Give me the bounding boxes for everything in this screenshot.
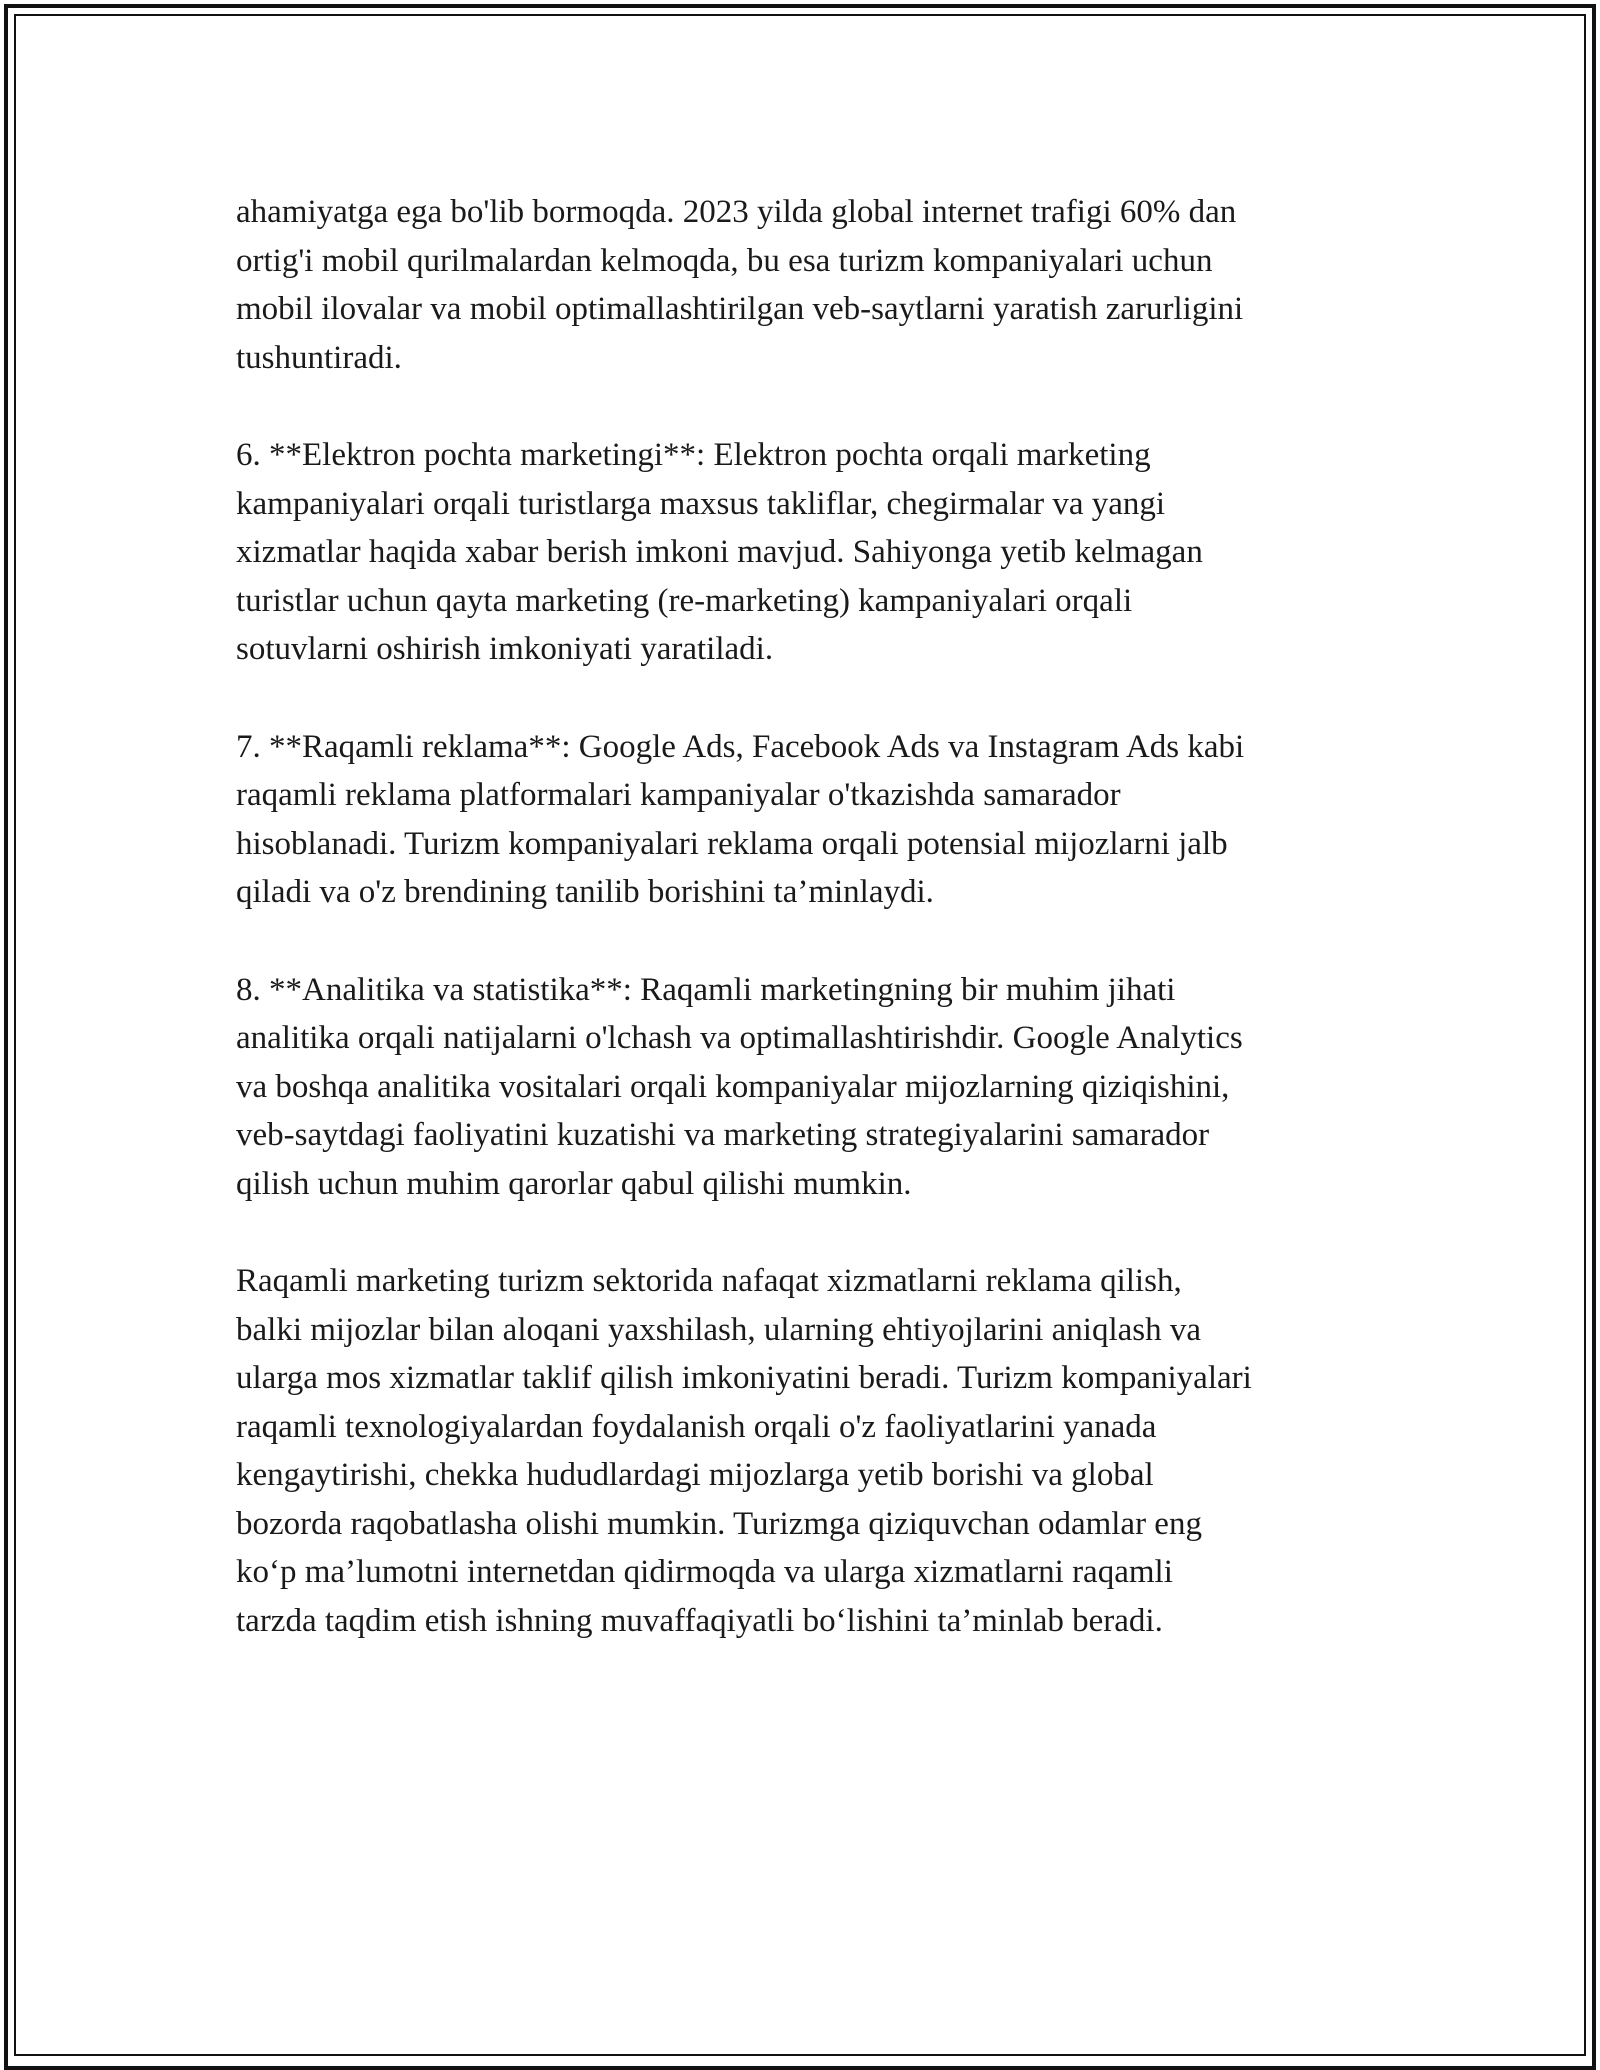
text-line: kampaniyalari orqali turistlarga maxsus takliflar, chegirmalar va yangi	[236, 485, 1166, 522]
text-line: analitika orqali natijalarni o'lchash va optimallashtirishdir. Google Analytics	[236, 1020, 1243, 1056]
paragraph-analytics	[236, 966, 1396, 1209]
text-line: tarzda taqdim etish ishning muvaffaqiyatli bo‘lishini ta’minlab beradi.	[236, 1602, 1163, 1639]
text-line: sotuvlarni oshirish imkoniyati yaratiladi.	[236, 631, 774, 667]
text-line: mobil ilovalar va mobil optimallashtirilgan veb-saytlarni yaratish zarurligini	[236, 291, 1244, 327]
paragraph-conclusion	[236, 1257, 1396, 1645]
text-line: 7. **Raqamli reklama**: Google Ads, Facebook Ads va Instagram Ads kabi	[236, 728, 1245, 765]
text-line: raqamli reklama platformalari kampaniyalar o'tkazishda samarador	[236, 777, 1121, 813]
text-line: bozorda raqobatlasha olishi mumkin. Turizmga qiziquvchan odamlar eng	[236, 1505, 1202, 1542]
text-line: hisoblanadi. Turizm kompaniyalari reklama orqali potensial mijozlarni jalb	[236, 825, 1228, 862]
text-line: 6. **Elektron pochta marketingi**: Elektron pochta orqali marketing	[236, 437, 1151, 473]
text-line: veb-saytdagi faoliyatini kuzatishi va marketing strategiyalarini samarador	[236, 1117, 1210, 1153]
text-line: tushuntiradi.	[236, 339, 402, 376]
text-line: kengaytirishi, chekka hududlardagi mijozlarga yetib borishi va global	[236, 1457, 1154, 1493]
text-line: ularga mos xizmatlar taklif qilish imkoniyatini beradi. Turizm kompaniyalari	[236, 1360, 1252, 1396]
text-line: ko‘p ma’lumotni internetdan qidirmoqda va ularga xizmatlarni raqamli	[236, 1554, 1173, 1590]
text-line: balki mijozlar bilan aloqani yaxshilash, ularning ehtiyojlarini aniqlash va	[236, 1311, 1202, 1348]
text-line: raqamli texnologiyalardan foydalanish orqali o'z faoliyatlarini yanada	[236, 1408, 1157, 1445]
text-line: Raqamli marketing turizm sektorida nafaqat xizmatlarni reklama qilish,	[236, 1263, 1182, 1299]
text-line: qilish uchun muhim qarorlar qabul qilishi mumkin.	[236, 1165, 912, 1202]
paragraph-email-marketing	[236, 431, 1396, 674]
paragraph-mobile-marketing	[236, 188, 1396, 382]
text-line: 8. **Analitika va statistika**: Raqamli marketingning bir muhim jihati	[236, 971, 1176, 1008]
text-line: xizmatlar haqida xabar berish imkoni mavjud. Sahiyonga yetib kelmagan	[236, 534, 1203, 570]
text-line: ortig'i mobil qurilmalardan kelmoqda, bu esa turizm kompaniyalari uchun	[236, 242, 1213, 279]
text-line: va boshqa analitika vositalari orqali kompaniyalar mijozlarning qiziqishini,	[236, 1068, 1230, 1105]
paragraph-digital-advertising	[236, 723, 1396, 917]
text-line: turistlar uchun qayta marketing (re-marketing) kampaniyalari orqali	[236, 582, 1133, 619]
text-line: ahamiyatga ega bo'lib bormoqda. 2023 yilda global internet trafigi 60% dan	[236, 194, 1237, 230]
text-line: qiladi va o'z brendining tanilib borishini ta’minlaydi.	[236, 874, 934, 910]
document-body	[236, 188, 1396, 1694]
